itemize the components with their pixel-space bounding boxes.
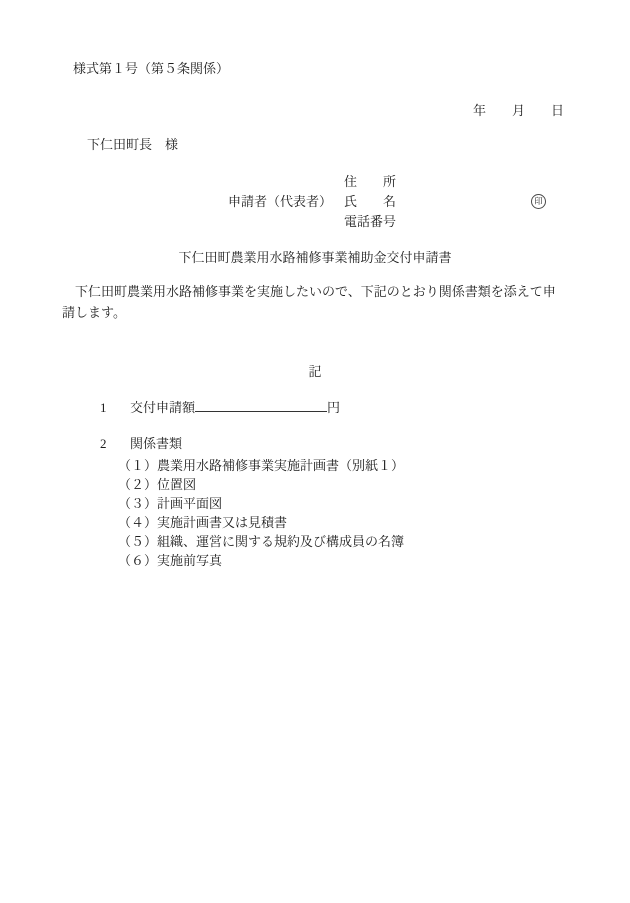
- attachment-item: （４）実施計画書又は見積書: [118, 515, 288, 530]
- body-paragraph: [62, 281, 564, 323]
- form-number: 様式第１号（第５条関係）: [73, 61, 230, 76]
- record-marker: 記: [308, 364, 322, 379]
- grant-amount-unit: 円: [327, 400, 341, 415]
- body-line-2: 請します。: [62, 305, 126, 320]
- related-documents-item: [100, 434, 630, 454]
- date-line: 年 月 日: [472, 103, 564, 118]
- addressee: 下仁田町長 様: [87, 137, 179, 152]
- body-line-1: 下仁田町農業用水路補修事業を実施したいので、下記のとおり関係書類を添えて申: [62, 284, 556, 299]
- grant-amount-label: 交付申請額: [130, 400, 196, 415]
- form-title: 下仁田町農業用水路補修事業補助金交付申請書: [178, 250, 452, 265]
- phone-label: 電話番号: [344, 214, 397, 229]
- seal-text: 印: [534, 196, 543, 207]
- seal-icon: [531, 194, 546, 209]
- grant-amount-item: [100, 398, 630, 418]
- attachment-item: （６）実施前写真: [118, 553, 223, 568]
- grant-amount-number: 1: [100, 400, 107, 415]
- applicant-fields: [344, 172, 396, 232]
- attachment-item: （５）組織、運営に関する規約及び構成員の名簿: [118, 534, 405, 549]
- attachment-item: （１）農業用水路補修事業実施計画書（別紙１）: [118, 458, 405, 473]
- attachment-item: （２）位置図: [118, 477, 197, 492]
- name-label: 氏 名: [344, 194, 397, 209]
- related-documents-label: 関係書類: [130, 436, 183, 451]
- attachment-item: （３）計画平面図: [118, 496, 223, 511]
- applicant-label: 申請者（代表者）: [228, 194, 333, 209]
- address-label: 住 所: [344, 174, 397, 189]
- attachment-list: [118, 456, 630, 570]
- related-documents-number: 2: [100, 436, 107, 451]
- grant-amount-blank: [195, 398, 327, 412]
- applicant-block: [228, 172, 630, 232]
